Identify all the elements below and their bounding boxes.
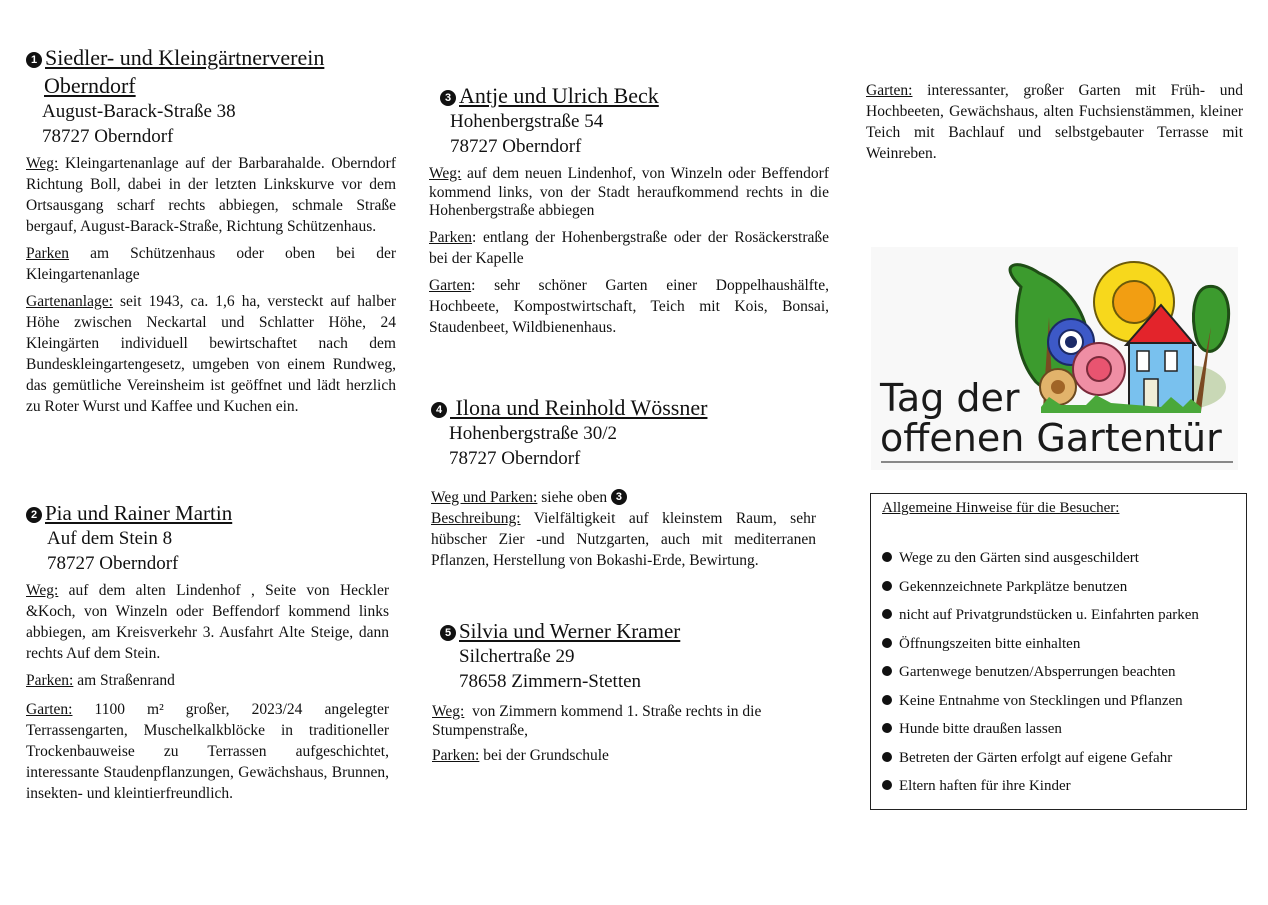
logo-underline (881, 461, 1233, 463)
garden-entry-1 (26, 45, 396, 417)
visitor-hints-heading: Allgemeine Hinweise für die Besucher: (882, 500, 1120, 516)
list-item: Keine Entnahme von Stecklingen und Pflanzen (882, 691, 1199, 720)
entry-5-garten-continued (866, 80, 1243, 164)
entry-1-parken: Parken am Schützenhaus oder oben bei der Kleingartenanlage (26, 245, 396, 283)
entry-3-city: 78727 Oberndorf (450, 136, 582, 157)
entry-3-garten: Garten: sehr schöner Garten einer Doppelhaushälfte, Hochbeete, Kompostwirtschaft, Teich mit Kois, Bonsai, Staudenbeet, Wildbienenhaus. (429, 276, 829, 336)
entry-4-reference-badge: 3 (611, 489, 627, 505)
entry-1-gartenanlage: Gartenanlage: seit 1943, ca. 1,6 ha, versteckt auf halber Höhe zwischen Neckartal und Schlatter Höhe, 24 Kleingärten individuell bewirtschaftet nach dem Bundeskleingartengesetz, umgeben von einem Rundweg, das gemütliche Vereinsheim ist geöffnet und lädt herzlich zu Roter Wurst und Kaffee und Kuchen ein. (26, 293, 396, 415)
logo-line-1: Tag der (880, 376, 1020, 420)
entry-1-weg: Weg: Kleingartenanlage auf der Barbarahalde. Oberndorf Richtung Boll, dabei in der letzten Linkskurve vor dem Ortsausgang scharf rechts abbiegen, schmale Straße bergauf, August-Barack-Straße, Richtung Schützenhaus. (26, 155, 396, 235)
entry-5-number-badge: 5 (440, 625, 456, 641)
entry-2-title: 2 Pia und Rainer Martin (26, 500, 389, 526)
entry-3-title: 3 Antje und Ulrich Beck (440, 83, 829, 109)
entry-4-street: Hohenbergstraße 30/2 (449, 423, 617, 444)
visitor-hints-box (870, 493, 1247, 810)
list-item: Hunde bitte draußen lassen (882, 719, 1199, 748)
entry-2-city: 78727 Oberndorf (47, 553, 179, 574)
entry-4-number-badge: 4 (431, 402, 447, 418)
entry-5-city: 78658 Zimmern-Stetten (459, 671, 642, 692)
entry-2-number-badge: 2 (26, 507, 42, 523)
list-item: Wege zu den Gärten sind ausgeschildert (882, 548, 1199, 577)
entry-3-weg: Weg: auf dem neuen Lindenhof, von Winzeln oder Beffendorf kommend links, von der Stadt heraufkommend rechts in die Hohenbergstraße abbiegen (429, 165, 829, 219)
entry-4-city: 78727 Oberndorf (449, 448, 581, 469)
entry-3-street: Hohenbergstraße 54 (450, 111, 604, 132)
garden-entry-3 (429, 83, 829, 338)
bullet-icon (882, 752, 892, 762)
garden-entry-2 (26, 500, 389, 804)
entry-5-weg: Weg: von Zimmern kommend 1. Straße rechts in die Stumpenstraße, (432, 703, 766, 739)
entry-4-weg-parken: Weg und Parken: siehe oben 3 (431, 487, 816, 508)
entry-2-weg: Weg: auf dem alten Lindenhof , Seite von Heckler &Koch, von Winzeln oder Beffendorf kommend links abbiegen, am Kreisverkehr 3. Ausfahrt Alte Steige, dann rechts Auf dem Stein. (26, 582, 389, 662)
entry-1-city: 78727 Oberndorf (42, 126, 174, 147)
entry-2-garten: Garten: 1100 m² großer, 2023/24 angelegter Terrassengarten, Muschelkalkblöcke in traditioneller Trockenbauweise zu Terrassen aufgeschichtet, interessante Staudenpflanzungen, Gewächshaus, Brunnen, insekten- und kleintierfreundlich. (26, 701, 389, 802)
list-item: Eltern haften für ihre Kinder (882, 776, 1199, 805)
entry-1-number-badge: 1 (26, 52, 42, 68)
entry-5-title: 5 Silvia und Werner Kramer (440, 618, 827, 644)
entry-3-number-badge: 3 (440, 90, 456, 106)
entry-3-parken: Parken: entlang der Hohenbergstraße oder der Rosäckerstraße bei der Kapelle (429, 228, 829, 267)
garden-entry-5 (432, 618, 827, 766)
logo-line-2: offenen Gartentür (880, 416, 1222, 460)
bullet-icon (882, 638, 892, 648)
entry-2-street: Auf dem Stein 8 (47, 528, 173, 549)
garden-entry-4 (431, 395, 816, 571)
entry-5-parken: Parken: bei der Grundschule (432, 747, 609, 764)
list-item: Gekennzeichnete Parkplätze benutzen (882, 577, 1199, 606)
bullet-icon (882, 723, 892, 733)
bullet-icon (882, 552, 892, 562)
entry-1-title: 1 Siedler- und Kleingärtnerverein (26, 45, 396, 71)
visitor-hints-list (882, 548, 1199, 805)
list-item: Öffnungszeiten bitte einhalten (882, 634, 1199, 663)
entry-1-street: August-Barack-Straße 38 (42, 101, 236, 122)
entry-1-title-line2: Oberndorf (44, 73, 136, 98)
entry-4-beschreibung: Beschreibung: Vielfältigkeit auf kleinstem Raum, sehr hübscher Zier -und Nutzgarten, auch mit mediterranen Pflanzen, Herstellung von Bokashi-Erde, Bewirtung. (431, 510, 816, 569)
event-logo (871, 247, 1238, 470)
entry-5-garten: Garten: interessanter, großer Garten mit Früh- und Hochbeeten, Gewächshaus, alten Fuchsienstämmen, kleiner Teich mit Bachlauf und selbstgebauter Terrasse mit Weinreben. (866, 82, 1243, 162)
entry-2-parken: Parken: am Straßenrand (26, 672, 175, 689)
list-item: Gartenwege benutzen/Absperrungen beachten (882, 662, 1199, 691)
bullet-icon (882, 666, 892, 676)
bullet-icon (882, 695, 892, 705)
entry-4-title: 4 Ilona und Reinhold Wössner (431, 395, 816, 421)
list-item: Betreten der Gärten erfolgt auf eigene Gefahr (882, 748, 1199, 777)
bullet-icon (882, 581, 892, 591)
entry-5-street: Silchertraße 29 (459, 646, 575, 667)
bullet-icon (882, 780, 892, 790)
list-item: nicht auf Privatgrundstücken u. Einfahrten parken (882, 605, 1199, 634)
bullet-icon (882, 609, 892, 619)
